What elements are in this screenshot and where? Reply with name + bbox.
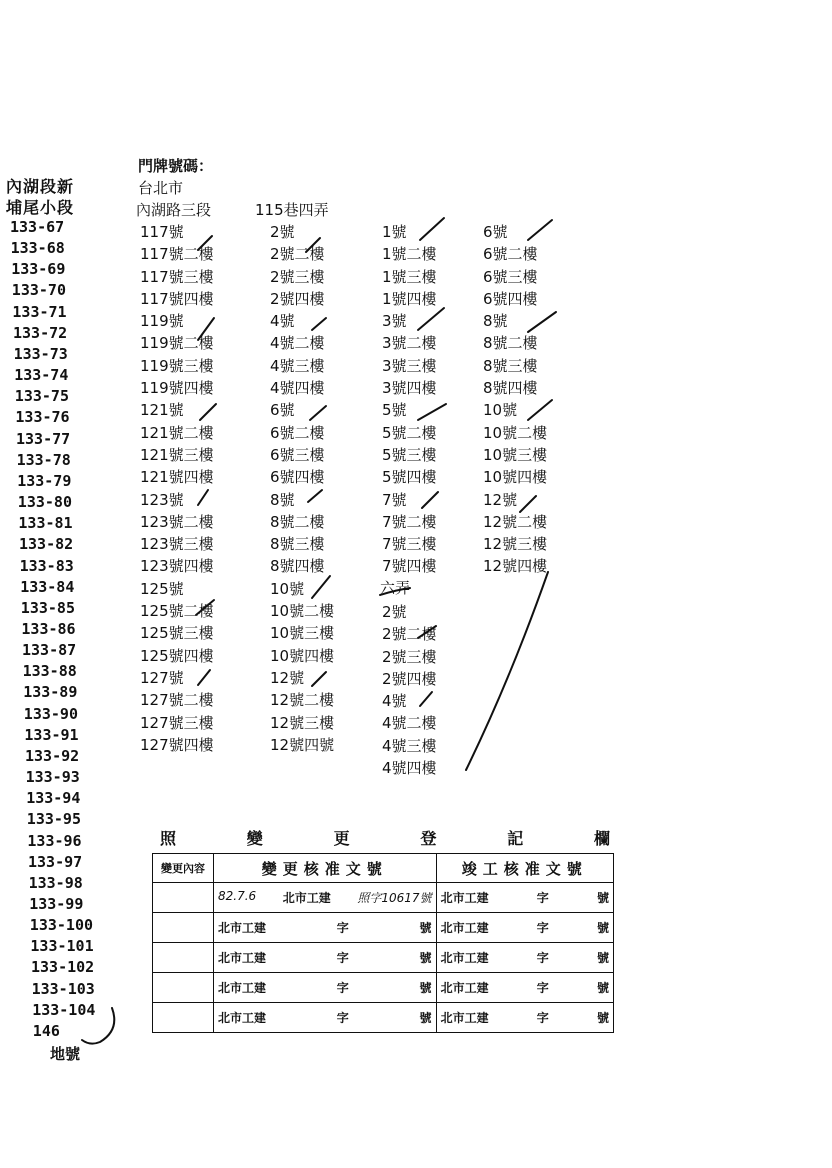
approval-date: 82.7.6	[218, 889, 257, 903]
lot-number: 133-79	[17, 471, 72, 490]
completion-office: 北市工建	[440, 891, 489, 905]
completion-approval-cell	[436, 943, 613, 973]
address-entry: 2號二樓	[382, 625, 437, 644]
lot-number-list	[10, 217, 95, 1042]
address-entry: 127號二樓	[140, 691, 214, 710]
address-entry: 4號二樓	[382, 714, 437, 733]
lot-number: 133-87	[22, 641, 77, 660]
lot-number: 133-81	[18, 514, 73, 533]
lot-number: 133-68	[10, 239, 65, 258]
address-entry: 4號四樓	[270, 379, 325, 398]
address-entry: 123號三樓	[140, 535, 214, 554]
address-entry: 121號四樓	[140, 468, 214, 487]
lot-number: 133-74	[14, 366, 69, 385]
address-entry: 4號三樓	[382, 736, 437, 755]
lot-number: 133-99	[29, 895, 84, 913]
completion-approval-cell	[436, 913, 613, 943]
address-entry: 1號	[382, 223, 407, 241]
address-entry: 8號四樓	[483, 379, 538, 398]
lot-number: 133-100	[29, 916, 94, 935]
address-entry: 121號	[140, 401, 184, 420]
address-entry: 1號二樓	[382, 245, 437, 264]
office-label: 北市工建	[440, 1011, 489, 1025]
office-label: 北市工建	[218, 981, 267, 995]
lot-number: 133-73	[13, 344, 68, 363]
address-entry: 10號四樓	[270, 646, 335, 665]
address-entry: 117號三樓	[140, 267, 214, 286]
address-column-2	[270, 221, 334, 756]
table-row	[153, 883, 614, 913]
completion-char: 字	[536, 891, 549, 905]
table-title-char: 照	[160, 829, 177, 848]
suffix-label: 號	[596, 1011, 609, 1025]
suffix-label: 號	[596, 951, 609, 965]
address-entry: 123號二樓	[140, 512, 214, 531]
address-entry: 10號二樓	[270, 602, 335, 621]
address-entry: 3號	[382, 312, 407, 331]
completion-approval-cell	[436, 1003, 613, 1033]
address-entry: 6號	[483, 223, 508, 241]
address-entry: 4號三樓	[270, 356, 325, 375]
address-entry: 3號二樓	[382, 334, 437, 353]
char-label: 字	[336, 1011, 349, 1025]
lot-number: 133-82	[19, 535, 74, 554]
office-label: 北市工建	[440, 981, 489, 995]
lot-number: 133-88	[22, 662, 77, 681]
lot-number: 133-70	[11, 281, 66, 300]
lot-number: 133-101	[30, 937, 94, 956]
suffix-label: 號	[419, 951, 432, 965]
address-entry: 123號	[140, 490, 184, 509]
char-label: 字	[336, 981, 349, 995]
lot-number: 133-69	[11, 260, 66, 279]
table-row	[153, 1003, 614, 1033]
table-title	[160, 826, 610, 849]
land-section-line: 埔尾小段	[6, 198, 75, 217]
address-entry: 121號三樓	[140, 445, 214, 464]
address-entry: 121號二樓	[140, 423, 214, 442]
address-entry: 2號四樓	[382, 669, 437, 688]
address-entry: 8號	[483, 312, 508, 331]
change-approval-cell	[214, 1003, 437, 1033]
approval-office: 北市工建	[282, 891, 331, 905]
address-entry: 117號二樓	[140, 245, 214, 264]
office-label: 北市工建	[218, 951, 267, 965]
lot-number: 133-86	[21, 619, 76, 638]
row-content-cell	[153, 883, 214, 913]
lot-number: 133-67	[10, 218, 65, 236]
address-entry: 10號	[483, 401, 518, 420]
address-entry: 6號三樓	[270, 445, 325, 464]
address-entry: 10號四樓	[483, 468, 548, 487]
address-entry: 10號三樓	[270, 624, 335, 643]
lot-number: 133-93	[25, 768, 80, 787]
address-column-4	[483, 221, 547, 578]
lot-footer: 地號	[50, 1045, 81, 1063]
address-entry: 4號二樓	[270, 334, 325, 353]
header-content: 變更內容	[153, 854, 214, 883]
table-title-char: 變	[246, 829, 263, 848]
address-entry: 3號三樓	[382, 356, 437, 375]
address-entry: 7號三樓	[382, 535, 437, 554]
lot-number: 133-72	[13, 323, 68, 342]
address-entry: 12號四樓	[483, 557, 548, 576]
suffix-label: 號	[596, 921, 609, 935]
row-content-cell	[153, 973, 214, 1003]
char-label: 字	[536, 921, 549, 935]
address-entry: 2號	[382, 603, 407, 621]
address-entry: 119號二樓	[140, 334, 214, 353]
address-entry: 12號	[483, 490, 518, 509]
change-approval-cell	[214, 973, 437, 1003]
table-row	[153, 973, 614, 1003]
address-entry: 12號二樓	[270, 691, 335, 710]
address-entry: 8號	[270, 490, 295, 509]
change-approval-cell	[214, 913, 437, 943]
lot-number: 133-95	[26, 810, 81, 829]
suffix-label: 號	[596, 981, 609, 995]
address-entry: 125號	[140, 579, 184, 598]
address-city: 台北市	[138, 179, 184, 197]
lot-number: 133-76	[15, 408, 70, 427]
lot-number: 133-80	[17, 493, 72, 512]
lot-number: 133-102	[31, 958, 95, 977]
office-label: 北市工建	[218, 1011, 267, 1025]
address-entry: 2號二樓	[270, 245, 325, 264]
address-entry: 125號四樓	[140, 646, 214, 665]
completion-approval-cell	[436, 883, 613, 913]
address-entry: 12號三樓	[483, 535, 548, 554]
lot-number: 133-92	[25, 746, 80, 765]
table-header-row	[153, 854, 614, 883]
lot-number: 133-90	[23, 704, 78, 723]
lot-number: 133-84	[20, 577, 75, 596]
address-entry: 6號	[270, 401, 295, 420]
lot-number: 133-91	[24, 725, 79, 744]
address-entry: 125號二樓	[140, 602, 214, 621]
address-entry: 123號四樓	[140, 557, 214, 576]
address-entry: 5號三樓	[382, 445, 437, 464]
header-change-approval: 變更核准文號	[214, 854, 437, 883]
land-section-line: 內湖段新	[6, 177, 75, 196]
address-entry: 6號二樓	[483, 245, 538, 264]
address-entry: 3號四樓	[382, 379, 437, 398]
address-entry: 4號	[270, 312, 295, 331]
completion-suffix: 號	[596, 891, 609, 905]
approval-number: 照字10617號	[357, 891, 432, 905]
char-label: 字	[336, 921, 349, 935]
address-column-3b	[382, 601, 437, 779]
office-label: 北市工建	[440, 951, 489, 965]
address-entry: 10號二樓	[483, 423, 548, 442]
address-entry: 1號三樓	[382, 267, 437, 286]
address-entry: 1號四樓	[382, 289, 437, 308]
address-entry: 2號四樓	[270, 289, 325, 308]
lot-number: 133-104	[32, 1000, 96, 1019]
header-completion-approval: 竣工核准文號	[436, 854, 613, 883]
suffix-label: 號	[419, 921, 432, 935]
table-row	[153, 943, 614, 973]
address-entry: 12號	[270, 668, 305, 687]
address-entry: 12號三樓	[270, 713, 335, 732]
address-entry: 119號三樓	[140, 356, 214, 375]
address-column-3	[382, 221, 437, 578]
address-entry: 6號四樓	[270, 468, 325, 487]
table-row	[153, 913, 614, 943]
char-label: 字	[536, 981, 549, 995]
address-entry: 2號	[270, 223, 295, 241]
address-entry: 2號三樓	[382, 647, 437, 666]
lot-number: 133-98	[28, 873, 83, 892]
lot-number: 133-103	[31, 979, 95, 998]
address-column-1	[140, 221, 214, 756]
sub-lane-label: 六弄	[380, 579, 411, 597]
long-stroke	[466, 572, 548, 770]
lot-number: 133-83	[19, 556, 74, 575]
land-section-header	[6, 176, 74, 218]
row-content-cell	[153, 943, 214, 973]
row-content-cell	[153, 913, 214, 943]
address-entry: 125號三樓	[140, 624, 214, 643]
completion-approval-cell	[436, 973, 613, 1003]
address-entry: 127號	[140, 668, 184, 687]
address-entry: 8號三樓	[483, 356, 538, 375]
lot-number: 133-97	[28, 852, 83, 871]
lot-number: 146	[32, 1021, 60, 1040]
suffix-label: 號	[419, 1011, 432, 1025]
address-entry: 8號二樓	[483, 334, 538, 353]
address-entry: 8號二樓	[270, 512, 325, 531]
address-entry: 7號四樓	[382, 557, 437, 576]
address-entry: 5號四樓	[382, 468, 437, 487]
lot-number: 133-78	[16, 450, 71, 469]
lot-number: 133-94	[26, 789, 81, 808]
address-entry: 5號	[382, 401, 407, 420]
address-entry: 12號四號	[270, 735, 335, 754]
char-label: 字	[336, 951, 349, 965]
address-entry: 4號四樓	[382, 759, 437, 778]
address-entry: 117號四樓	[140, 289, 214, 308]
address-entry: 119號	[140, 312, 184, 331]
address-entry: 7號	[382, 490, 407, 509]
char-label: 字	[536, 951, 549, 965]
address-entry: 6號三樓	[483, 267, 538, 286]
address-entry: 119號四樓	[140, 379, 214, 398]
address-entry: 5號二樓	[382, 423, 437, 442]
address-entry: 8號四樓	[270, 557, 325, 576]
lot-number: 133-71	[12, 302, 67, 321]
row-content-cell	[153, 1003, 214, 1033]
office-label: 北市工建	[440, 921, 489, 935]
suffix-label: 號	[419, 981, 432, 995]
address-entry: 10號	[270, 579, 305, 598]
address-entry: 6號二樓	[270, 423, 325, 442]
char-label: 字	[536, 1011, 549, 1025]
address-entry: 117號	[140, 223, 184, 241]
table-title-char: 更	[333, 829, 350, 848]
lot-number: 133-85	[20, 598, 75, 617]
change-approval-cell	[214, 883, 437, 913]
address-entry: 10號三樓	[483, 445, 548, 464]
lot-number: 133-96	[27, 831, 82, 850]
address-entry: 7號二樓	[382, 512, 437, 531]
address-road: 內湖路三段	[136, 201, 212, 219]
address-entry: 4號	[382, 692, 407, 711]
address-entry: 127號三樓	[140, 713, 214, 732]
table-title-char: 記	[507, 829, 524, 848]
address-entry: 8號三樓	[270, 535, 325, 554]
address-title: 門牌號碼：	[138, 157, 214, 175]
address-entry: 2號三樓	[270, 267, 325, 286]
address-entry: 127號四樓	[140, 735, 214, 754]
change-registration-table	[152, 853, 614, 1033]
address-entry: 12號二樓	[483, 512, 548, 531]
table-title-char: 登	[420, 829, 437, 848]
table-title-char: 欄	[593, 829, 610, 848]
office-label: 北市工建	[218, 921, 267, 935]
address-entry: 6號四樓	[483, 289, 538, 308]
change-approval-cell	[214, 943, 437, 973]
lot-number: 133-77	[16, 429, 71, 448]
address-lane: 115巷四弄	[255, 201, 329, 219]
lot-number: 133-89	[23, 683, 78, 702]
lot-number: 133-75	[14, 387, 69, 406]
